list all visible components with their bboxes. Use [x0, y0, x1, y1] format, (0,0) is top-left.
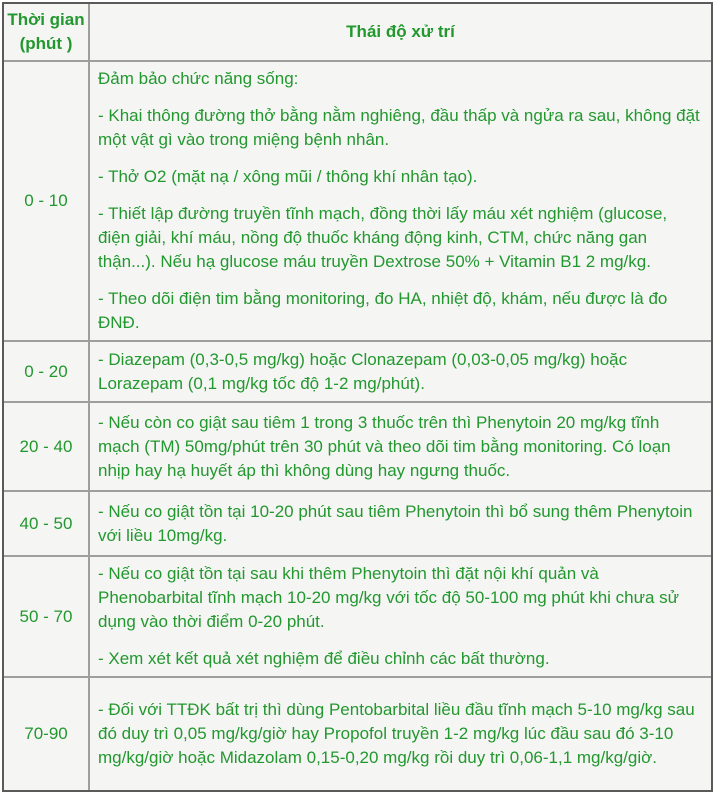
time-range-cell: 70-90 [4, 677, 89, 790]
action-paragraph: - Nếu còn co giật sau tiêm 1 trong 3 thuốc trên thì Phenytoin 20 mg/kg tĩnh mạch (TM) 50mg/phút trên 30 phút và theo dõi tim bằng monitoring. Có loạn nhịp hay hạ huyết áp thì không dùng hay ngưng thuốc. [98, 412, 671, 480]
action-paragraph: - Diazepam (0,3-0,5 mg/kg) hoặc Clonazepam (0,03-0,05 mg/kg) hoặc Lorazepam (0,1 mg/kg tốc độ 1-2 mg/phút). [98, 349, 628, 393]
action-cell [89, 677, 711, 790]
table-row [4, 61, 711, 341]
action-paragraph: - Nếu co giật tồn tại 10-20 phút sau tiêm Phenytoin thì bổ sung thêm Phenytoin với liều 10mg/kg. [98, 501, 693, 545]
action-paragraph: Đảm bảo chức năng sống: [98, 69, 299, 88]
action-paragraph: - Xem xét kết quả xét nghiệm để điều chỉnh các bất thường. [98, 649, 550, 668]
time-range-cell: 40 - 50 [4, 491, 89, 556]
action-paragraph: - Theo dõi điện tim bằng monitoring, đo HA, nhiệt độ, khám, nếu được là đo ĐNĐ. [98, 289, 668, 332]
time-range-cell: 0 - 20 [4, 341, 89, 402]
action-cell [89, 61, 711, 341]
table-row [4, 556, 711, 677]
table-row [4, 491, 711, 556]
table-header [4, 4, 711, 61]
time-column-header [4, 4, 89, 61]
table-row [4, 402, 711, 491]
time-header-line1: Thời gian [7, 10, 85, 29]
time-range-cell: 20 - 40 [4, 402, 89, 491]
table-body [4, 61, 711, 790]
time-header-line2: (phút ) [19, 34, 73, 53]
action-paragraph: - Đối với TTĐK bất trị thì dùng Pentobarbital liều đầu tĩnh mạch 5-10 mg/kg sau đó duy trì 0,05 mg/kg/giờ hay Propofol truyền 1-2 mg/kg lúc đầu sau đó 3-10 mg/kg/giờ hoặc Midazolam 0,15-0,20 mg/kg rồi duy trì 0,06-1,1 mg/kg/giờ. [98, 700, 695, 767]
header-row [4, 4, 711, 61]
time-range-cell: 50 - 70 [4, 556, 89, 677]
action-paragraph: - Nếu co giật tồn tại sau khi thêm Phenytoin thì đặt nội khí quản và Phenobarbital tĩnh mạch 10-20 mg/kg với tốc độ 50-100 mg phút khi chưa sử dụng vào thời điểm 0-20 phút. [98, 564, 680, 631]
action-cell [89, 491, 711, 556]
table-row [4, 341, 711, 402]
action-cell [89, 556, 711, 677]
action-paragraph: - Thiết lập đường truyền tĩnh mạch, đồng thời lấy máu xét nghiệm (glucose, điện giải, khí máu, nồng độ thuốc kháng động kinh, CTM, chức năng gan thận...). Nếu hạ glucose máu truyền Dextrose 50% + Vitamin B1 2 mg/kg. [98, 204, 668, 271]
action-cell [89, 402, 711, 491]
action-column-header: Thái độ xử trí [89, 4, 711, 61]
protocol-table-frame [2, 2, 713, 792]
action-paragraph: - Khai thông đường thở bằng nằm nghiêng, đầu thấp và ngửa ra sau, không đặt một vật gì vào trong miệng bệnh nhân. [98, 106, 700, 149]
action-paragraph: - Thở O2 (mặt nạ / xông mũi / thông khí nhân tạo). [98, 167, 478, 186]
protocol-table [4, 4, 711, 790]
table-row [4, 677, 711, 790]
time-range-cell: 0 - 10 [4, 61, 89, 341]
action-cell [89, 341, 711, 402]
